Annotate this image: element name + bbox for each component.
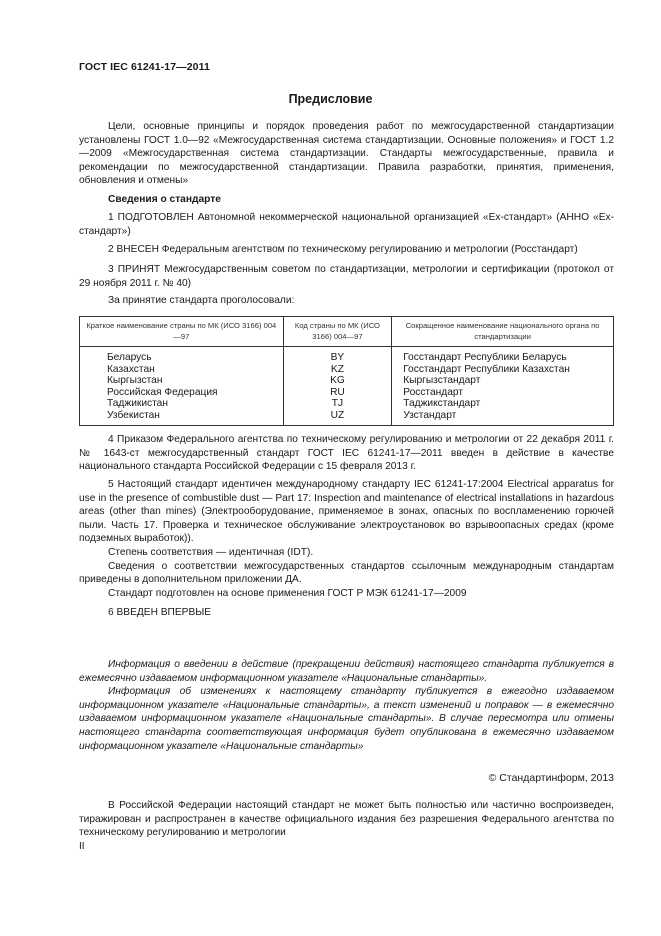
country-name: Узбекистан [107,409,160,421]
country-name: Казахстан [107,363,155,375]
national-body: Госстандарт Республики Беларусь [403,352,567,363]
country-name: Кыргызстан [107,375,163,387]
item-6 [79,606,614,620]
table-header-row [80,317,614,347]
rights-notice [79,799,614,840]
item-5-text: 5 Настоящий стандарт идентичен международному стандарту IEC 61241-17:2004 Electrical apparatus for use in the presence of combustible dust — Part 17: Inspection and maintenance of electrical installations in hazardous areas (other than mines) (Электрооборудование, применяемое в зонах, опасных по воспламенению горючей пыли. Часть 17. Проверка и техническое обслуживание электроустановок во взрывоопасных средах (кроме подземных выработок)). [79,479,614,545]
table-row [80,347,614,426]
vote-intro-text: За принятие стандарта проголосовали: [108,295,295,306]
page-title: Предисловие [288,92,373,106]
national-body: Узстандарт [403,409,457,421]
national-body: Росстандарт [403,386,463,398]
country-code: RU [330,386,345,398]
publication-notice [79,658,614,753]
country-code: UZ [330,409,345,421]
rights-text: В Российской Федерации настоящий стандарт не может быть полностью или частично воспроизведен, тиражирован и распространен в качестве официального издания без разрешения Федерального агентства по техническому регулированию и метрологии [79,800,614,839]
item-3 [79,263,614,290]
vote-intro [79,294,614,308]
country-code: KG [330,375,345,387]
national-body: Госстандарт Республики Казахстан [403,363,570,375]
country-name: Российская Федерация [107,386,218,398]
voting-table [79,316,614,426]
intro-section [79,120,614,188]
info-heading: Сведения о стандарте [108,194,221,205]
item-5 [79,478,614,600]
item-4-text: 4 Приказом Федерального агентства по техническому регулированию и метрологии от 22 декабря 2011 г. № 1643-ст межгосударственный стандарт ГОСТ IEC 61241-17—2011 введен в действие в качестве национального стандарта Российской Федерации с 15 февраля 2013 г. [79,434,614,473]
country-code: BY [330,352,345,363]
document-code-header: ГОСТ IEC 61241-17—2011 [79,61,210,73]
intro-paragraph: Цели, основные принципы и порядок проведения работ по межгосударственной стандартизации установлены ГОСТ 1.0—92 «Межгосударственная система стандартизации. Основные положения» и ГОСТ 1.2—2009 «Межгосударственная система стандартизации. Стандарты межгосударственные, правила и рекомендации по межгосударственной стандартизации. Правила разработки, принятия, применения, обновления и отмены» [79,121,614,187]
country-name: Беларусь [107,352,152,363]
item-2 [79,243,614,257]
page-number: II [79,841,85,852]
standard-info-section [79,193,614,207]
header-country-name: Краткое наименование страны по МК (ИСО 3166) 004—97 [80,317,284,347]
header-national-body: Сокращенное наименование национального органа по стандартизации [392,317,614,347]
national-body: Кыргызстандарт [403,375,481,387]
item-5-references: Сведения о соответствии межгосударственных стандартов ссылочным международным стандартам приведены в дополнительном приложении ДА. [79,560,614,586]
item-6-text: 6 ВВЕДЕН ВПЕРВЫЕ [108,607,212,618]
country-codes-cell [283,347,392,426]
country-code: TJ [331,398,344,410]
notice-changes: Информация об изменениях к настоящему стандарту публикуется в ежегодно издаваемом информационном указателе «Национальные стандарты», а текст изменений и поправок — в ежемесячно издаваемом информационном указателе «Национальные стандарты». В случае пересмотра или отмены настоящего стандарта соответствующая информация будет опубликована в ежемесячно издаваемом информационном указателе «Национальные стандарты» [79,686,614,752]
country-names-cell [80,347,284,426]
national-body: Таджикстандарт [403,398,481,410]
country-code: KZ [330,363,344,375]
notice-effective: Информация о введении в действие (прекращении действия) настоящего стандарта публикуется в ежемесячно издаваемом информационном указателе «Национальные стандарты». [79,659,614,684]
header-country-code: Код страны по МК (ИСО 3166) 004—97 [283,317,392,347]
item-5-degree: Степень соответствия — идентичная (IDT). [108,546,314,558]
copyright: © Стандартинформ, 2013 [488,772,614,784]
item-5-basis: Стандарт подготовлен на основе применения ГОСТ Р МЭК 61241-17—2009 [108,587,467,599]
item-4 [79,433,614,474]
item-1-text: 1 ПОДГОТОВЛЕН Автономной некоммерческой национальной организацией «Ех-стандарт» (АННО «Ех-стандарт») [79,212,614,237]
item-1 [79,211,614,238]
national-bodies-cell [392,347,614,426]
country-name: Таджикистан [107,398,168,410]
item-3-text: 3 ПРИНЯТ Межгосударственным советом по стандартизации, метрологии и сертификации (протокол от 29 ноября 2011 г. № 40) [79,264,614,289]
item-2-text: 2 ВНЕСЕН Федеральным агентством по техническому регулированию и метрологии (Росстандарт) [108,244,578,255]
